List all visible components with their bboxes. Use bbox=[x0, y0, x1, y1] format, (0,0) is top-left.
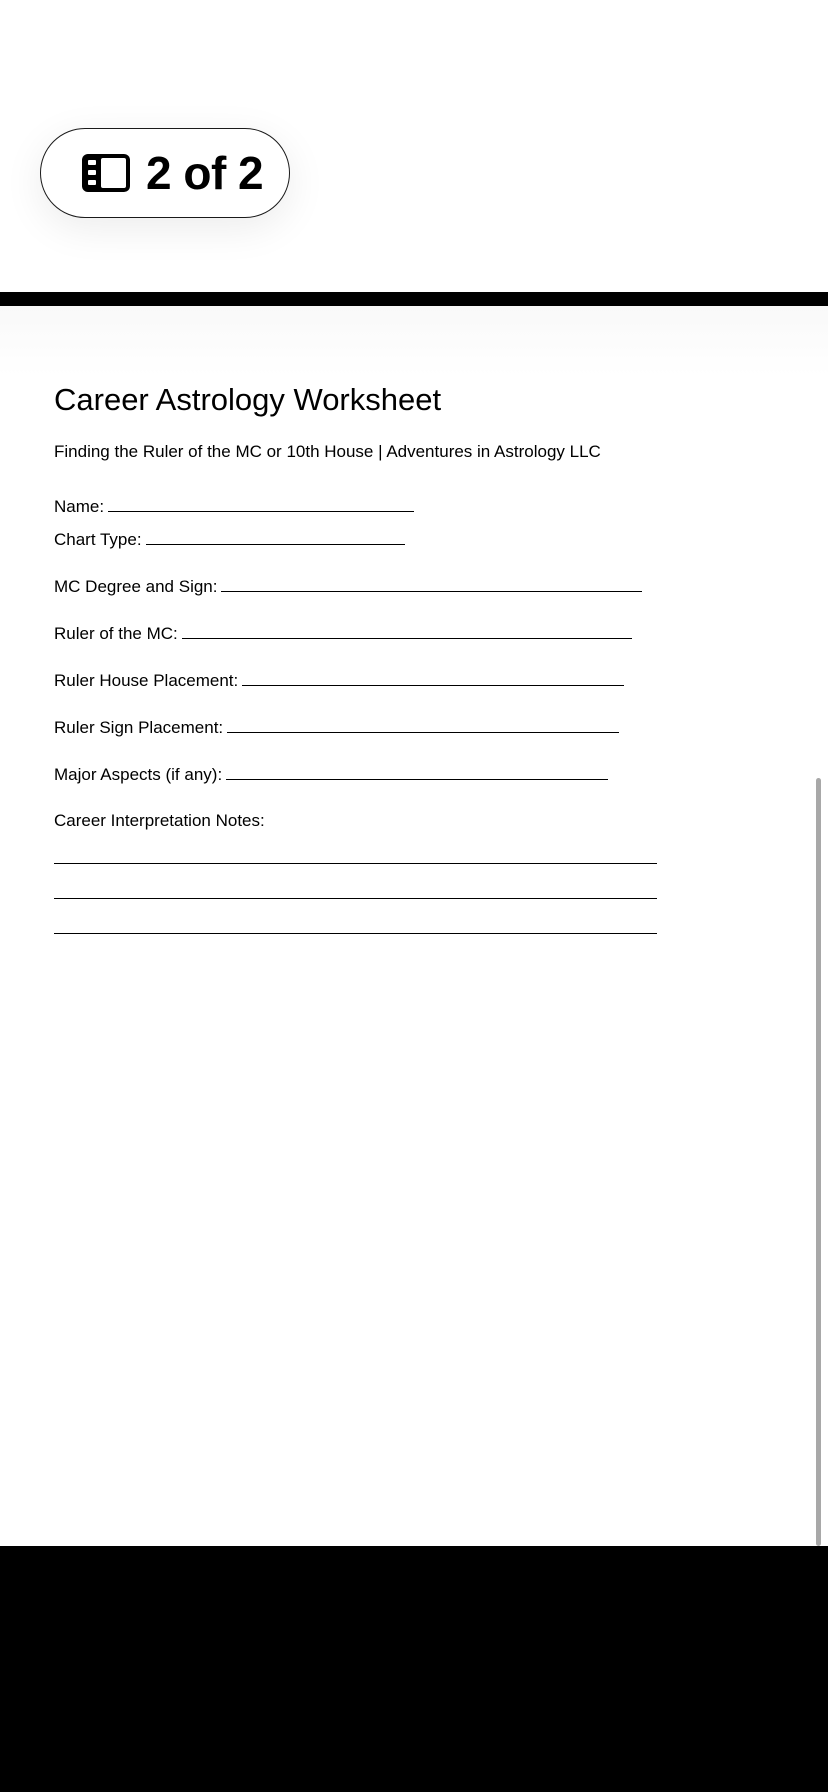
field-blank-line bbox=[182, 622, 632, 639]
field-label: Ruler of the MC: bbox=[54, 624, 178, 643]
field-blank-line bbox=[146, 528, 405, 545]
field-ruler-sign-placement bbox=[54, 716, 619, 739]
field-major-aspects bbox=[54, 763, 608, 786]
page-indicator-text: 2 of 2 bbox=[146, 147, 264, 199]
field-mc-degree-sign bbox=[54, 575, 642, 598]
document-subtitle: Finding the Ruler of the MC or 10th House | Adventures in Astrology LLC bbox=[54, 442, 601, 461]
field-chart-type bbox=[54, 528, 405, 551]
field-blank-line bbox=[242, 669, 624, 686]
field-label: Name: bbox=[54, 497, 105, 516]
field-blank-line bbox=[221, 575, 642, 592]
field-label: Chart Type: bbox=[54, 530, 142, 549]
bottom-area bbox=[0, 1546, 828, 1792]
notes-blank-line bbox=[54, 933, 657, 934]
field-name bbox=[54, 495, 414, 518]
notes-blank-line bbox=[54, 898, 657, 899]
page-separator bbox=[0, 292, 828, 306]
page-indicator[interactable] bbox=[40, 128, 290, 218]
field-career-notes bbox=[54, 810, 265, 832]
field-blank-line bbox=[227, 716, 619, 733]
scrollbar[interactable] bbox=[816, 778, 821, 1546]
field-blank-line bbox=[108, 495, 414, 512]
field-label: Ruler House Placement: bbox=[54, 671, 239, 690]
document-title: Career Astrology Worksheet bbox=[54, 382, 442, 417]
field-blank-line bbox=[226, 763, 608, 780]
field-label: Major Aspects (if any): bbox=[54, 765, 223, 784]
field-ruler-of-mc bbox=[54, 622, 632, 645]
notes-blank-line bbox=[54, 863, 657, 864]
document-page[interactable] bbox=[0, 306, 828, 1546]
field-label: Ruler Sign Placement: bbox=[54, 718, 224, 737]
field-label: Career Interpretation Notes: bbox=[54, 811, 265, 830]
field-ruler-house-placement bbox=[54, 669, 624, 692]
document-pages-icon bbox=[81, 153, 131, 193]
top-bar bbox=[0, 0, 828, 292]
field-label: MC Degree and Sign: bbox=[54, 577, 218, 596]
